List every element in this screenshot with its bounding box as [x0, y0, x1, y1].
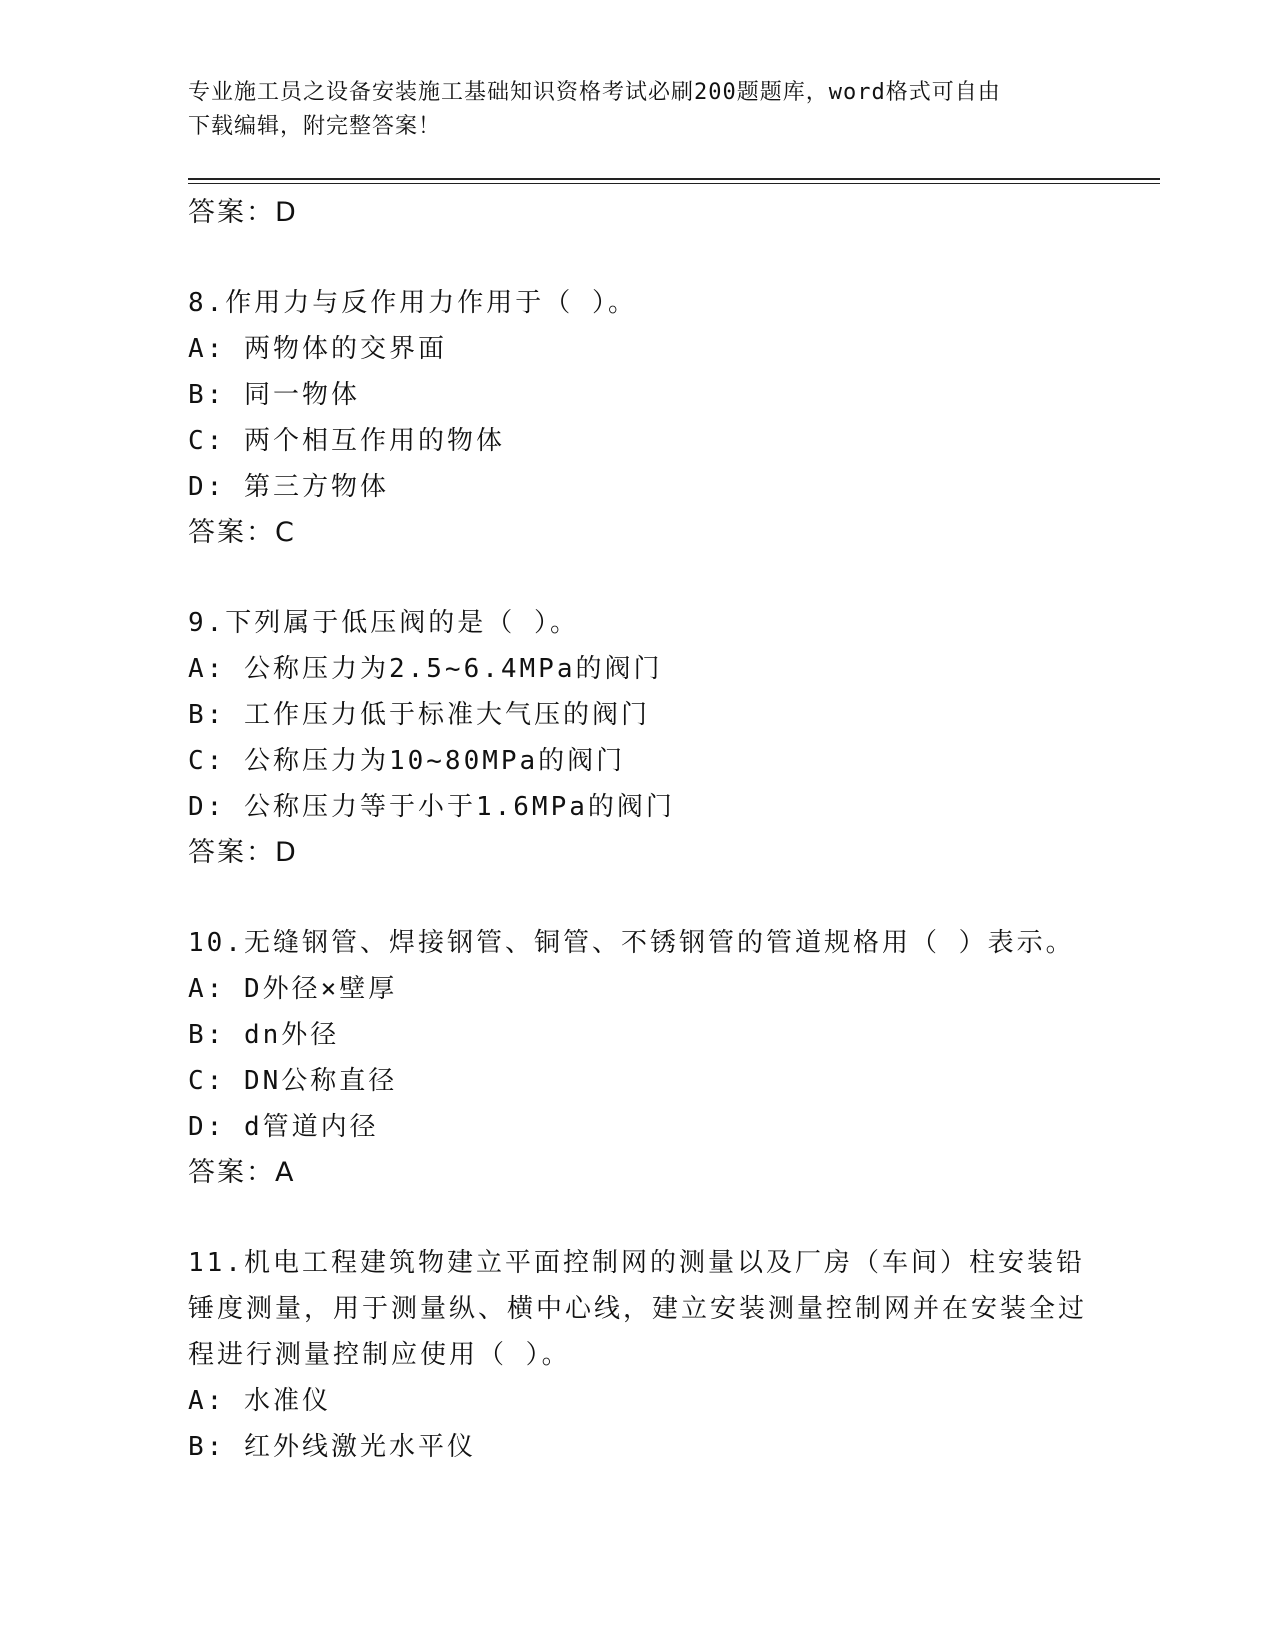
- answer-line: 答案：A: [188, 1157, 296, 1188]
- option-a: A: 水准仪: [188, 1386, 331, 1416]
- answer-line: 答案：D: [188, 837, 298, 868]
- option-a: A: 公称压力为2.5~6.4MPa的阀门: [188, 654, 663, 684]
- option-c: C: 两个相互作用的物体: [188, 426, 505, 456]
- option-b: B: 工作压力低于标准大气压的阀门: [188, 700, 650, 730]
- question-list: [188, 190, 1088, 1470]
- option-c: C: DN公称直径: [188, 1066, 398, 1096]
- option-b: B: 红外线激光水平仪: [188, 1432, 476, 1462]
- answer-line: 答案：C: [188, 517, 296, 548]
- header-divider-thin: [188, 183, 1160, 184]
- option-b: B: dn外径: [188, 1020, 340, 1050]
- question-title: 8.作用力与反作用力作用于（ ）。: [188, 288, 637, 318]
- option-b: B: 同一物体: [188, 380, 360, 410]
- question-block: [188, 920, 1088, 1196]
- option-a: A: 两物体的交界面: [188, 334, 447, 364]
- question-block: [188, 1240, 1088, 1470]
- option-d: D: 第三方物体: [188, 472, 389, 502]
- option-a: A: D外径×壁厚: [188, 974, 398, 1004]
- option-d: D: 公称压力等于小于1.6MPa的阀门: [188, 792, 675, 822]
- question-title: 10.无缝钢管、焊接钢管、铜管、不锈钢管的管道规格用（ ）表示。: [188, 928, 1075, 958]
- answer-line: 答案：D: [188, 197, 298, 228]
- question-title: 11.机电工程建筑物建立平面控制网的测量以及厂房（车间）柱安装铅锤度测量，用于测量纵、横中心线，建立安装测量控制网并在安装全过程进行测量控制应使用（ ）。: [188, 1248, 1088, 1370]
- header-line-1: 专业施工员之设备安装施工基础知识资格考试必刷200题题库，word格式可自由: [188, 80, 1001, 105]
- option-d: D: d管道内径: [188, 1112, 379, 1142]
- document-header: [188, 76, 1088, 144]
- header-line-2: 下载编辑，附完整答案！: [188, 114, 442, 139]
- question-title: 9.下列属于低压阀的是（ ）。: [188, 608, 579, 638]
- question-block: [188, 600, 1088, 876]
- question-block: [188, 280, 1088, 556]
- header-divider-thick: [188, 178, 1160, 180]
- option-c: C: 公称压力为10~80MPa的阀门: [188, 746, 626, 776]
